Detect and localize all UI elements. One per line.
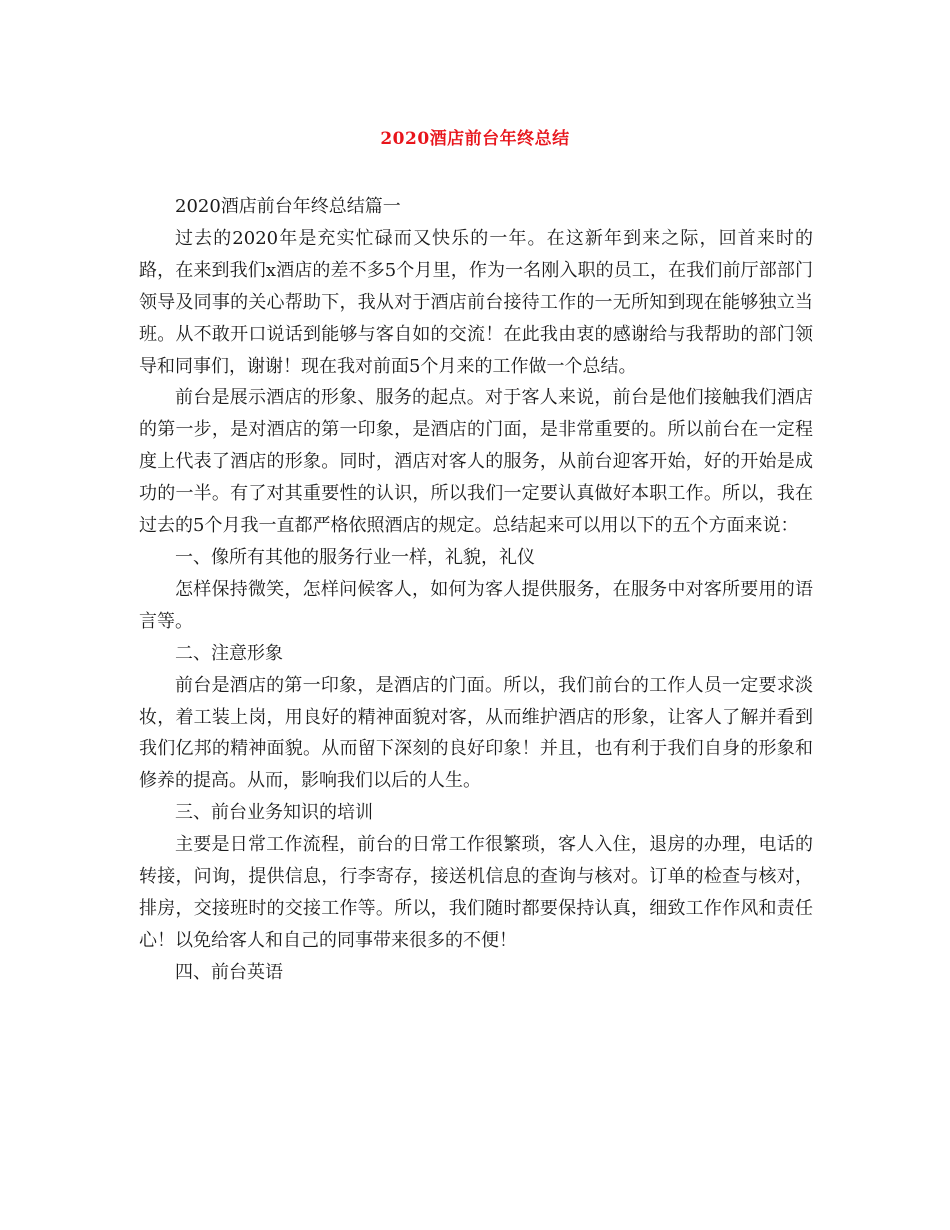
point1-text: 怎样保持微笑，怎样问候客人，如何为客人提供服务，在服务中对客所要用的语言等。 (139, 578, 813, 632)
point3-heading: 三、前台业务知识的培训 (175, 802, 373, 824)
point4-heading: 四、前台英语 (175, 961, 283, 983)
point2-heading: 二、注意形象 (175, 642, 283, 664)
point1-heading: 一、像所有其他的服务行业一样，礼貌，礼仪 (175, 546, 535, 568)
document-title: 2020酒店前台年终总结 (380, 129, 570, 149)
section-title: 2020酒店前台年终总结篇一 (175, 196, 401, 217)
front-desk-paragraph: 前台是展示酒店的形象、服务的起点。对于客人来说，前台是他们接触我们酒店的第一步，是对酒店的第一印象，是酒店的门面，是非常重要的。所以前台在一定程度上代表了酒店的形象。同时，酒店对客人的服务，从前台迎客开始，好的开始是成功的一半。有了对其重要性的认识，所以我们一定要认真做好本职工作。所以，我在过去的5个月我一直都严格依照酒店的规定。总结起来可以用以下的五个方面来说： (139, 387, 813, 537)
intro-paragraph: 过去的2020年是充实忙碌而又快乐的一年。在这新年到来之际，回首来时的路，在来到我们x酒店的差不多5个月里，作为一名刚入职的员工，在我们前厅部部门领导及同事的关心帮助下，我从对于酒店前台接待工作的一无所知到现在能够独立当班。从不敢开口说话到能够与客自如的交流！在此我由衷的感谢给与我帮助的部门领导和同事们，谢谢！现在我对前面5个月来的工作做一个总结。 (139, 227, 813, 377)
point3-text: 主要是日常工作流程，前台的日常工作很繁琐，客人入住，退房的办理，电话的转接，问询，提供信息，行李寄存，接送机信息的查询与核对。订单的检查与核对，排房，交接班时的交接工作等。所以，我们随时都要保持认真，细致工作作风和责任心！以免给客人和自己的同事带来很多的不便！ (139, 834, 813, 951)
document-body (139, 191, 813, 989)
point2-text: 前台是酒店的第一印象，是酒店的门面。所以，我们前台的工作人员一定要求淡妆，着工装上岗，用良好的精神面貌对客，从而维护酒店的形象，让客人了解并看到我们亿邦的精神面貌。从而留下深刻的良好印象！并且，也有利于我们自身的形象和修养的提高。从而，影响我们以后的人生。 (139, 674, 813, 792)
